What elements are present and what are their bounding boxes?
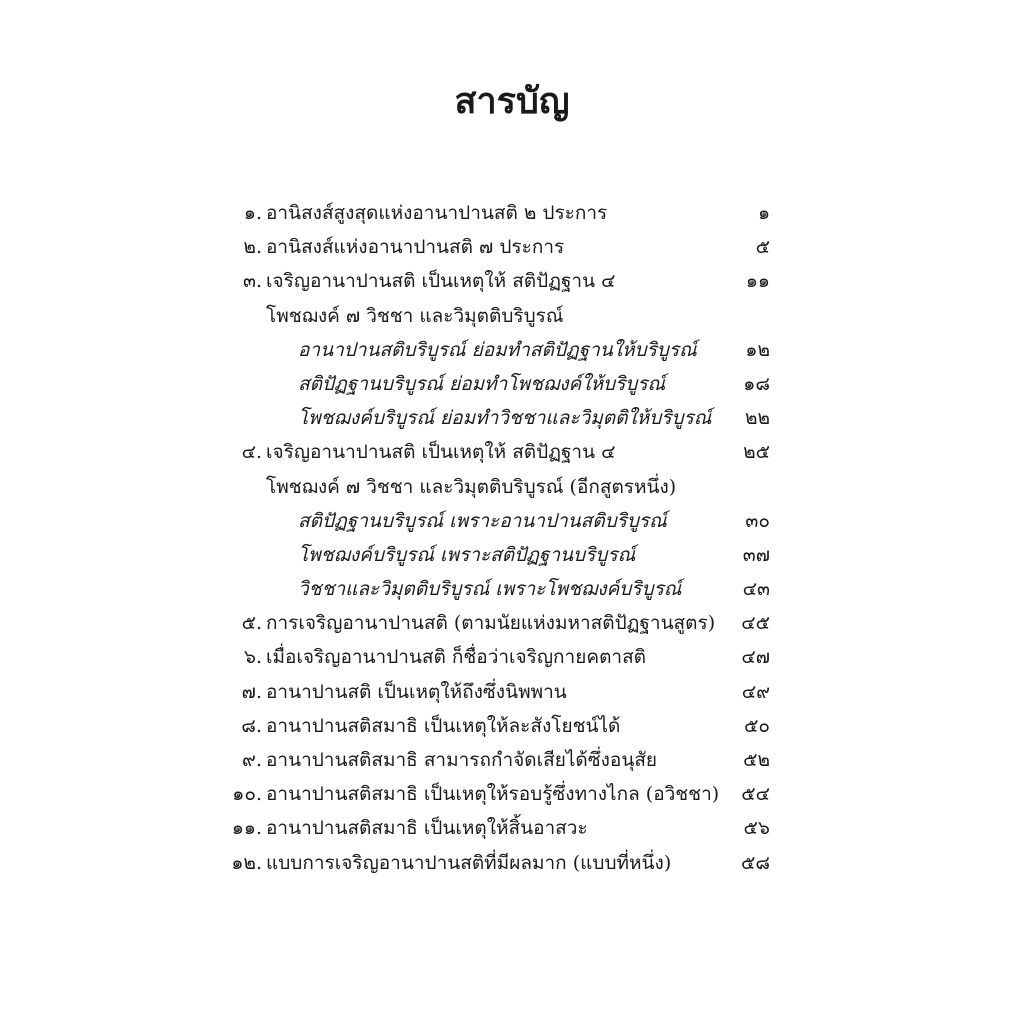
- toc-entry-page-number: ๒๕: [743, 441, 770, 464]
- toc-entry-page-number: ๕๘: [740, 851, 770, 874]
- toc-entry-title: อานาปานสติสมาธิ เป็นเหตุให้ละสังโยชน์ได้: [266, 714, 621, 737]
- toc-entry-title: เจริญอานาปานสติ เป็นเหตุให้ สติปัฏฐาน ๔: [266, 270, 616, 293]
- toc-entry: [0, 743, 1024, 777]
- toc-entry: [0, 538, 1024, 572]
- toc-entry-title: สติปัฏฐานบริบูรณ์ ย่อมทำโพชฌงค์ให้บริบูรณ์: [298, 372, 666, 395]
- toc-entry-title: เจริญอานาปานสติ เป็นเหตุให้ สติปัฏฐาน ๔: [266, 441, 616, 464]
- toc-entry-title: เมื่อเจริญอานาปานสติ ก็ชื่อว่าเจริญกายคตาสติ: [266, 646, 647, 669]
- toc-entry-number: ๒.: [243, 236, 262, 259]
- toc-entry-page-number: ๔๓: [742, 578, 770, 601]
- toc-entry-page-number: ๑๑: [745, 270, 770, 293]
- toc-entry: [0, 196, 1024, 230]
- toc-entry: [0, 640, 1024, 674]
- toc-entry-page-number: ๑๒: [745, 338, 770, 361]
- toc-entry: [0, 367, 1024, 401]
- toc-entry-title: โพชฌงค์บริบูรณ์ เพราะสติปัฏฐานบริบูรณ์: [298, 543, 636, 566]
- toc-entry-number: ๘.: [241, 714, 262, 737]
- toc-entry: [0, 709, 1024, 743]
- toc-entry: [0, 333, 1024, 367]
- toc-entry: [0, 401, 1024, 435]
- toc-entry-number: ๑.: [243, 202, 262, 224]
- toc-entry-number: ๔.: [241, 441, 262, 464]
- toc-entry: [0, 470, 1024, 504]
- toc-entry: [0, 777, 1024, 811]
- toc-entry-page-number: ๕๐: [744, 714, 770, 737]
- toc-entry-title: วิชชาและวิมุตติบริบูรณ์ เพราะโพชฌงค์บริบูรณ์: [298, 578, 682, 601]
- toc-entry: [0, 846, 1024, 880]
- toc-entry-page-number: ๑: [757, 202, 770, 224]
- toc-entry-title: อานาปานสติสมาธิ สามารถกำจัดเสียได้ซึ่งอนุสัย: [266, 749, 658, 771]
- toc-entry-title: อานาปานสติสมาธิ เป็นเหตุให้รอบรู้ซึ่งทางไกล (อวิชชา): [266, 783, 720, 806]
- toc-entry-title: อานาปานสติ เป็นเหตุให้ถึงซึ่งนิพพาน: [266, 680, 567, 703]
- toc-entry-page-number: ๕: [755, 236, 770, 259]
- toc-entry: [0, 299, 1024, 333]
- toc-entry-page-number: ๕๔: [741, 783, 770, 806]
- toc-entry-number: ๗.: [241, 680, 262, 703]
- toc-entry: [0, 606, 1024, 640]
- toc-entry: [0, 675, 1024, 709]
- toc-entry-title: โพชฌงค์บริบูรณ์ ย่อมทำวิชชาและวิมุตติให้บริบูรณ์: [298, 407, 712, 430]
- toc-entry-number: ๑๒.: [231, 851, 262, 874]
- toc-entry-number: ๑๐.: [232, 783, 262, 806]
- toc-entry-title: โพชฌงค์ ๗ วิชชา และวิมุตติบริบูรณ์: [266, 304, 564, 327]
- toc-entry: [0, 230, 1024, 264]
- toc-entry-number: ๖.: [243, 646, 262, 669]
- page-title: สารบัญ: [454, 81, 570, 122]
- toc-list: [0, 196, 1024, 880]
- toc-entry: [0, 435, 1024, 469]
- toc-entry-page-number: ๒๒: [744, 407, 770, 430]
- toc-entry: [0, 264, 1024, 298]
- toc-entry-number: ๕.: [241, 612, 262, 635]
- toc-entry-page-number: ๓๗: [742, 543, 770, 566]
- toc-entry-page-number: ๓๐: [745, 509, 770, 532]
- toc-entry-title: อานิสงส์สูงสุดแห่งอานาปานสติ ๒ ประการ: [266, 202, 608, 224]
- toc-entry-number: ๓.: [242, 270, 262, 293]
- toc-entry-title: โพชฌงค์ ๗ วิชชา และวิมุตติบริบูรณ์ (อีกสูตรหนึ่ง): [266, 475, 677, 498]
- toc-entry: [0, 504, 1024, 538]
- toc-entry-title: การเจริญอานาปานสติ (ตามนัยแห่งมหาสติปัฏฐานสูตร): [266, 612, 716, 635]
- toc-entry-title: อานิสงส์แห่งอานาปานสติ ๗ ประการ: [266, 236, 565, 259]
- toc-entry-page-number: ๔๗: [741, 646, 770, 669]
- toc-entry-title: อานาปานสติสมาธิ เป็นเหตุให้สิ้นอาสวะ: [266, 817, 588, 840]
- toc-entry: [0, 811, 1024, 845]
- toc-entry-page-number: ๑๘: [743, 372, 770, 395]
- toc-entry: [0, 572, 1024, 606]
- toc-entry-page-number: ๔๕: [741, 612, 770, 635]
- toc-entry-title: อานาปานสติบริบูรณ์ ย่อมทำสติปัฏฐานให้บริบูรณ์: [298, 338, 697, 361]
- toc-entry-number: ๑๑.: [231, 817, 262, 840]
- toc-entry-page-number: ๕๖: [743, 817, 770, 840]
- toc-entry-title: สติปัฏฐานบริบูรณ์ เพราะอานาปานสติบริบูรณ์: [298, 509, 667, 532]
- toc-entry-number: ๙.: [242, 749, 262, 771]
- toc-entry-page-number: ๕๒: [743, 749, 770, 771]
- toc-entry-page-number: ๔๙: [741, 680, 770, 703]
- toc-entry-title: แบบการเจริญอานาปานสติที่มีผลมาก (แบบที่หนึ่ง): [266, 851, 672, 874]
